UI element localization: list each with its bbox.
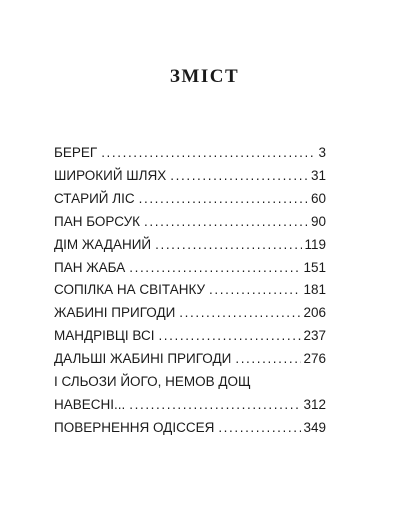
toc-entry-page: 119 (304, 236, 326, 252)
dot-leader (129, 257, 301, 280)
dot-leader (235, 348, 301, 371)
toc-entry-title: ПАН ЖАБА (54, 259, 126, 275)
dot-leader (144, 211, 309, 234)
table-of-contents (54, 142, 326, 440)
toc-entry-title: СОПІЛКА НА СВІТАНКУ (54, 282, 206, 298)
toc-entry (54, 188, 326, 211)
toc-entry-page: 206 (303, 305, 326, 321)
toc-entry-title: ПОВЕРНЕННЯ ОДІССЕЯ (54, 419, 215, 435)
toc-entry-line2 (54, 394, 326, 417)
toc-entry-title: СТАРИЙ ЛІС (54, 190, 135, 206)
toc-entry (54, 234, 326, 257)
toc-entry-title: ДІМ ЖАДАНИЙ (54, 236, 152, 252)
toc-entry-title: МАНДРІВЦІ ВСІ (54, 328, 155, 344)
toc-entry-title: ДАЛЬШІ ЖАБИНІ ПРИГОДИ (54, 351, 232, 367)
dot-leader (101, 142, 316, 165)
toc-entry (54, 279, 326, 302)
toc-entry (54, 371, 326, 417)
toc-entry (54, 325, 326, 348)
toc-entry (54, 257, 326, 280)
toc-entry-page: 237 (303, 328, 326, 344)
toc-entry-title-line2: НАВЕСНІ... (54, 396, 126, 412)
dot-leader (209, 279, 301, 302)
toc-entry-page: 60 (310, 190, 326, 206)
dot-leader (179, 302, 301, 325)
toc-entry (54, 302, 326, 325)
toc-entry-page: 181 (303, 282, 326, 298)
dot-leader (139, 188, 309, 211)
toc-entry-page: 151 (303, 259, 326, 275)
toc-entry (54, 211, 326, 234)
toc-entry (54, 142, 326, 165)
toc-entry-title: ШИРОКИЙ ШЛЯХ (54, 167, 167, 183)
toc-entry-page: 312 (303, 396, 326, 412)
page-title: ЗМІСТ (169, 66, 240, 87)
toc-entry (54, 348, 326, 371)
toc-entry-title: ПАН БОРСУК (54, 213, 141, 229)
toc-entry-page: 31 (310, 167, 326, 183)
toc-entry-title: ЖАБИНІ ПРИГОДИ (54, 305, 176, 321)
toc-entry (54, 165, 326, 188)
toc-entry-title-line1: І СЛЬОЗИ ЙОГО, НЕМОВ ДОЩ (54, 374, 251, 390)
dot-leader (170, 165, 309, 188)
toc-entry (54, 417, 326, 440)
toc-entry-page: 90 (310, 213, 326, 229)
toc-entry-page: 349 (303, 419, 326, 435)
toc-entry-page: 276 (303, 351, 326, 367)
dot-leader (129, 394, 301, 417)
dot-leader (158, 325, 301, 348)
toc-entry-page: 3 (318, 145, 326, 160)
toc-entry-title: БЕРЕГ (54, 145, 98, 160)
dot-leader (155, 234, 302, 257)
dot-leader (218, 417, 301, 440)
